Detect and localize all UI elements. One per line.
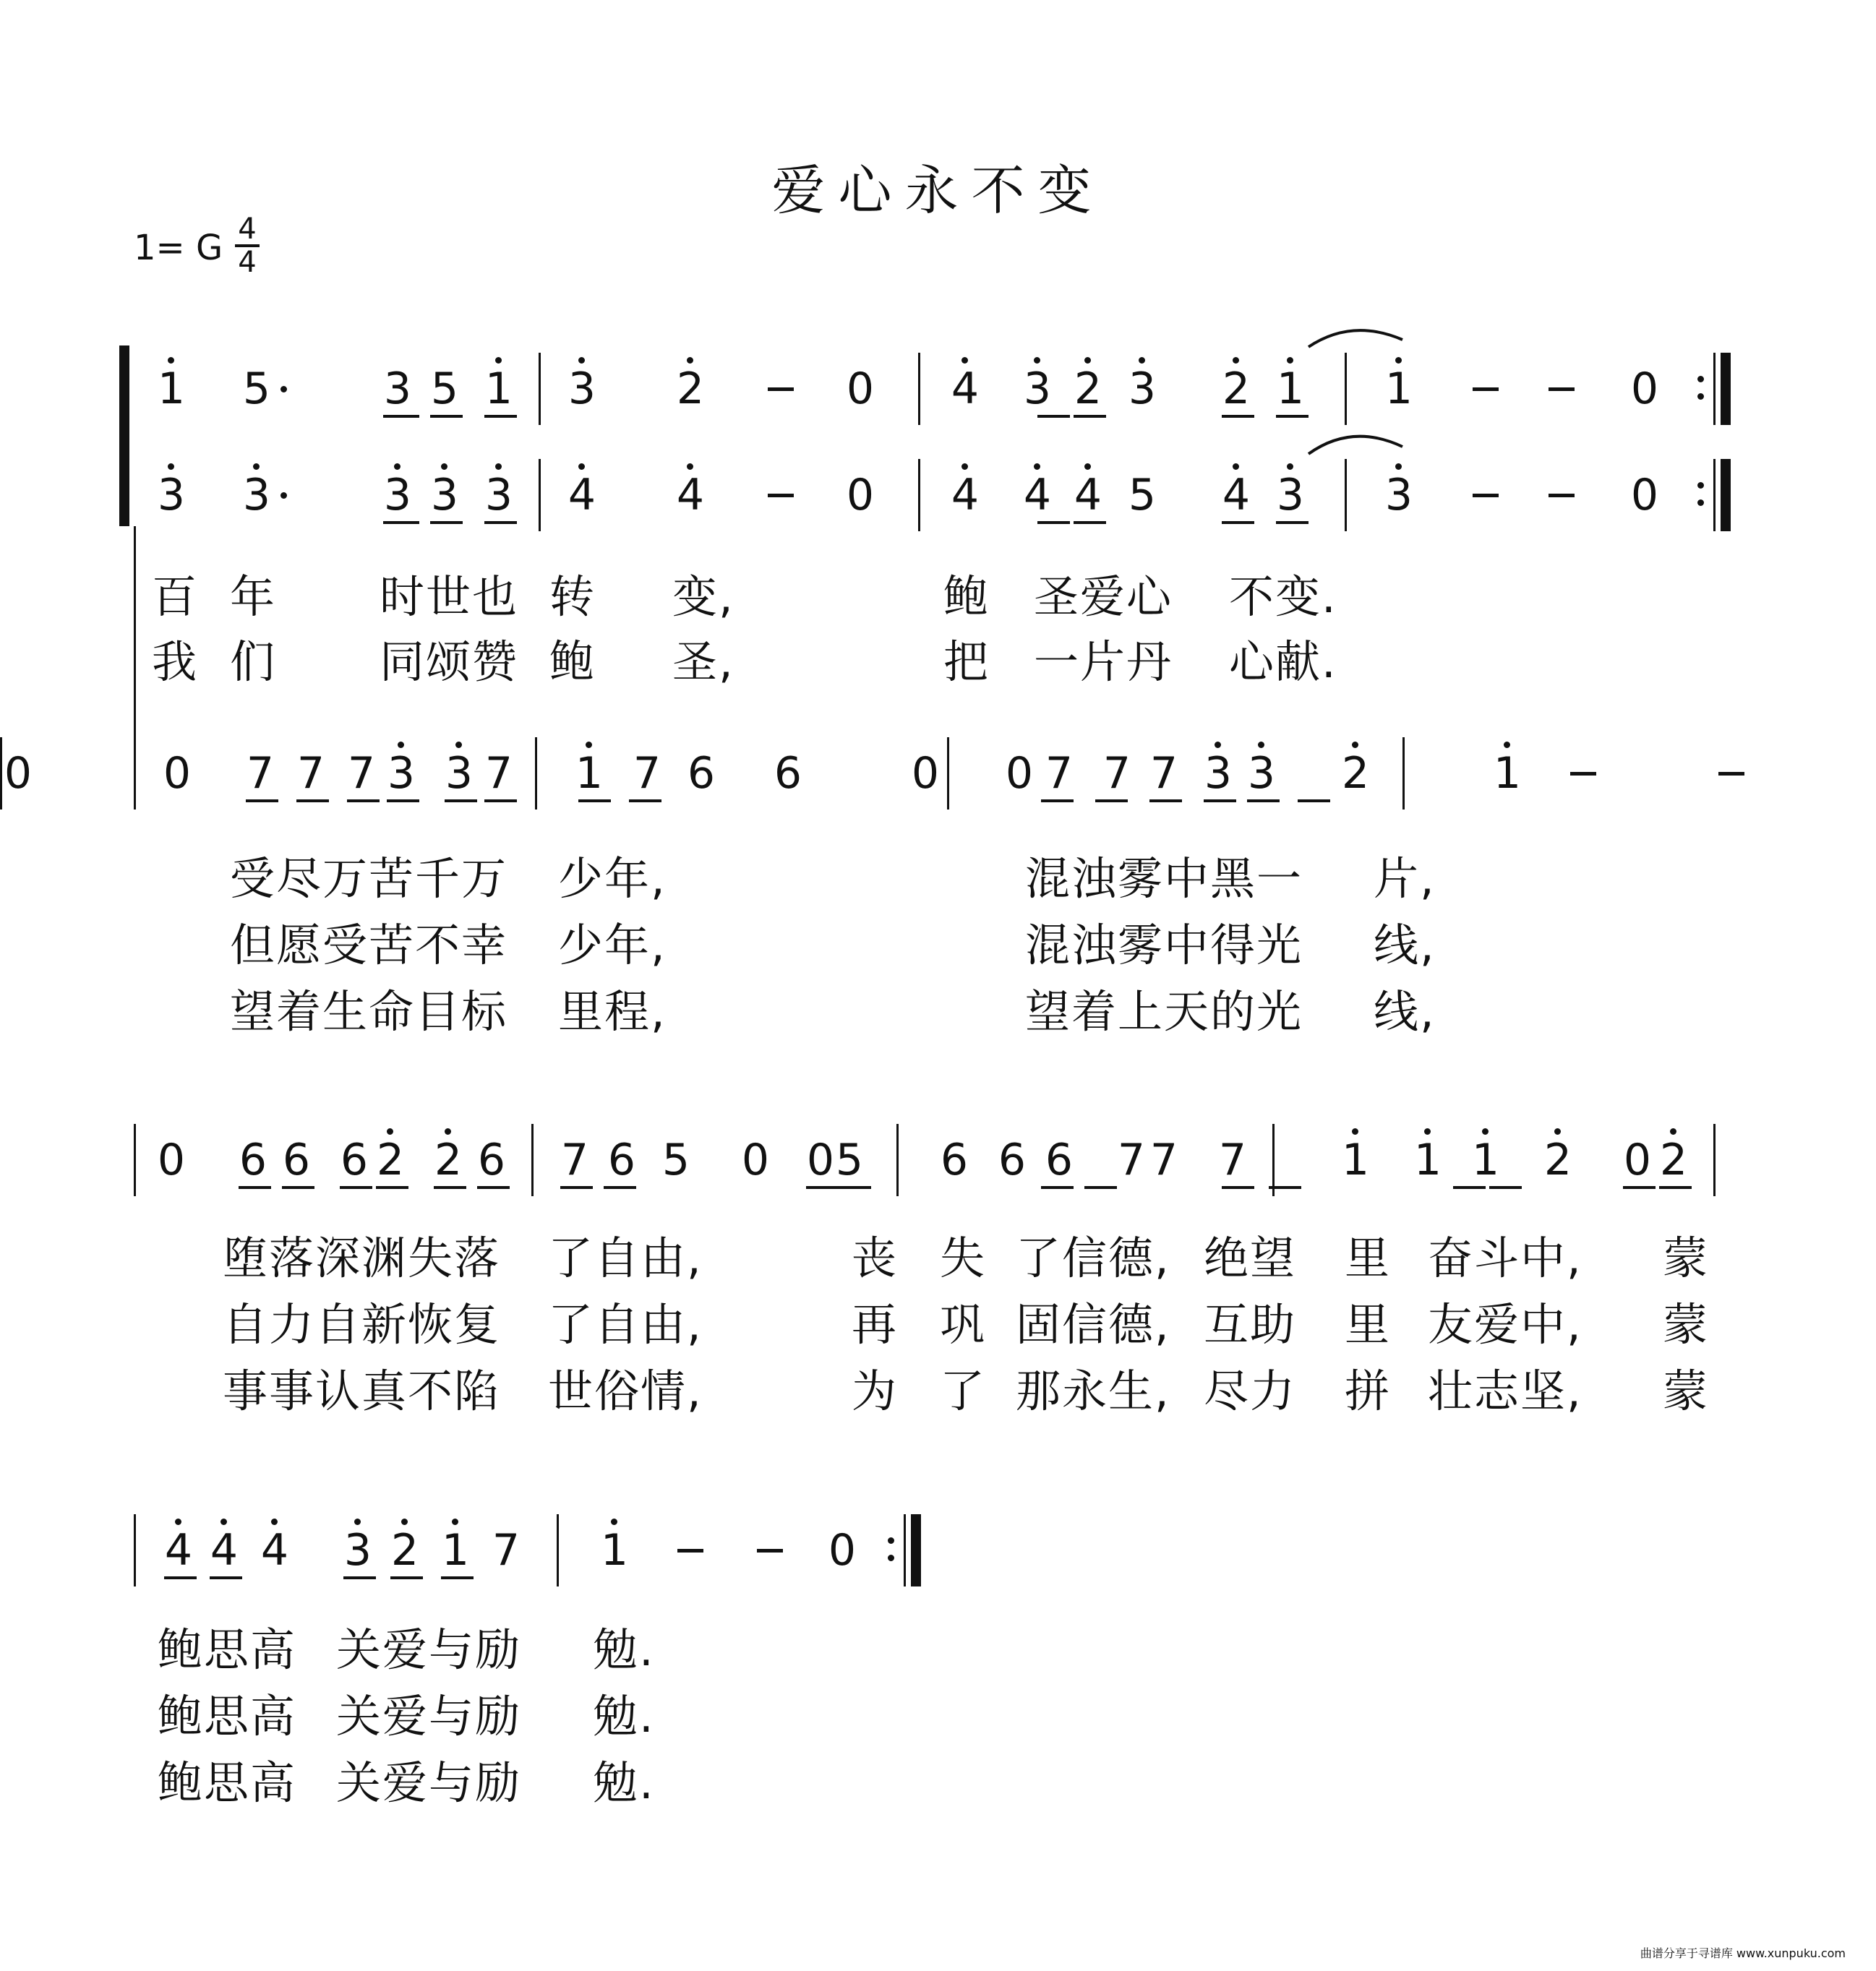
chorus-2-word: 了自由, xyxy=(548,1232,703,1284)
note: 7 xyxy=(1102,748,1131,799)
chorus-2-word: 那永生, xyxy=(1016,1365,1170,1417)
note: 6 xyxy=(998,1135,1027,1185)
octave-dot xyxy=(1482,1128,1489,1135)
octave-dot xyxy=(220,1519,227,1525)
octave-dot xyxy=(394,463,401,470)
dash-note xyxy=(1473,387,1499,391)
chorus-2-word: 了信德, xyxy=(1016,1232,1170,1284)
chorus-2-word: 再 xyxy=(852,1298,899,1351)
v2-word: 们 xyxy=(230,635,277,688)
beam-underline xyxy=(1041,1186,1074,1189)
note: 2 xyxy=(1543,1135,1572,1185)
note: 7 xyxy=(484,748,513,799)
note: 1 xyxy=(1384,364,1413,414)
chorus-2-word: 世俗情, xyxy=(548,1365,703,1417)
note: 0 xyxy=(1630,364,1659,414)
beam-underline xyxy=(347,799,380,802)
beam-underline xyxy=(1037,521,1070,524)
note: 4 xyxy=(567,470,596,520)
ending-word: 关爱与励 xyxy=(336,1756,522,1809)
chorus-2-word: 失 xyxy=(940,1232,987,1284)
dash-note xyxy=(1549,387,1575,391)
note: 2 xyxy=(1074,364,1102,414)
source-credit: 曲谱分享于寻谱库 www.xunpuku.com xyxy=(1640,1946,1846,1960)
chorus-1-line-1d: 片, xyxy=(1374,852,1436,905)
bar-line xyxy=(904,1514,906,1586)
bar-line xyxy=(1402,737,1405,810)
octave-dot xyxy=(455,742,462,748)
beam-underline xyxy=(1222,1186,1254,1189)
note: 6 xyxy=(1045,1135,1074,1185)
octave-dot xyxy=(1670,1128,1676,1135)
v1-word: 鲍 xyxy=(943,570,990,623)
chorus-2-word: 互助 xyxy=(1204,1298,1297,1351)
chorus-2-word: 友爱中, xyxy=(1428,1298,1582,1351)
note: 3 xyxy=(242,470,271,520)
chorus-1-line-2b: 少年, xyxy=(558,919,667,971)
ending-word: 勉. xyxy=(593,1623,655,1676)
note: 6 xyxy=(477,1135,506,1185)
note: 5 xyxy=(242,364,271,414)
note: 6 xyxy=(687,748,716,799)
beam-underline xyxy=(441,1576,474,1579)
beam-underline xyxy=(629,799,661,802)
chorus-1-line-3c: 望着上天的光 xyxy=(1025,985,1303,1038)
beam-underline xyxy=(1084,1186,1117,1189)
v1-word: 百 xyxy=(152,570,199,623)
dash-note xyxy=(1473,494,1499,497)
note: 6 xyxy=(340,1135,369,1185)
note: 3 xyxy=(157,470,186,520)
bar-line xyxy=(1713,1124,1716,1196)
final-bar xyxy=(1721,459,1731,531)
beam-underline xyxy=(1074,521,1106,524)
note: 1 xyxy=(1493,748,1522,799)
octave-dot xyxy=(1215,742,1221,748)
bar-line xyxy=(134,1514,136,1586)
octave-dot xyxy=(401,1519,408,1525)
beam-underline xyxy=(434,1186,466,1189)
note: 7 xyxy=(296,748,325,799)
ending-word: 关爱与励 xyxy=(336,1690,522,1743)
octave-dot xyxy=(1424,1128,1431,1135)
v2-word: 鲍 xyxy=(549,635,596,688)
note: 7 xyxy=(633,748,661,799)
beam-underline xyxy=(1222,415,1254,418)
bar-line xyxy=(531,1124,534,1196)
chorus-2-word: 绝望 xyxy=(1204,1232,1297,1284)
v2-word: 同颂赞 xyxy=(380,635,519,688)
bar-line xyxy=(134,737,136,810)
tie-arc xyxy=(1309,330,1402,347)
bar-line xyxy=(918,459,920,531)
chorus-2-word: 尽力 xyxy=(1204,1365,1297,1417)
chorus-1-line-3a: 望着生命目标 xyxy=(230,985,508,1038)
v1-word: 不变. xyxy=(1229,570,1337,623)
note: 3 xyxy=(387,748,416,799)
note: 3 xyxy=(1204,748,1233,799)
system-bracket xyxy=(119,345,129,526)
bar-line xyxy=(1345,459,1347,531)
chorus-2-word: 为 xyxy=(852,1365,899,1417)
bar-line xyxy=(535,737,537,810)
chorus-1-line-1a: 受尽万苦千万 xyxy=(230,852,508,905)
note: 3 xyxy=(1276,470,1305,520)
ending-word: 勉. xyxy=(593,1756,655,1809)
beam-underline xyxy=(1074,415,1106,418)
note: 7 xyxy=(246,748,275,799)
octave-dot xyxy=(1084,463,1091,470)
ending-word: 鲍思高 xyxy=(158,1623,297,1676)
octave-dot xyxy=(1287,463,1293,470)
note: 6 xyxy=(607,1135,636,1185)
repeat-dot xyxy=(1697,376,1704,382)
octave-dot xyxy=(168,357,174,364)
ending-word: 勉. xyxy=(593,1690,655,1743)
bar-line xyxy=(918,353,920,425)
note: 2 xyxy=(434,1135,463,1185)
ending-word: 关爱与励 xyxy=(336,1623,522,1676)
note: 3 xyxy=(343,1525,372,1576)
note: 6 xyxy=(774,748,802,799)
beam-underline xyxy=(1298,799,1330,802)
song-title: 爱心永不变 xyxy=(771,160,1105,222)
chorus-2-word: 蒙 xyxy=(1663,1232,1710,1284)
dash-note xyxy=(1718,772,1744,776)
chorus-2-word: 了自由, xyxy=(548,1298,703,1351)
note: 3 xyxy=(484,470,513,520)
octave-dot xyxy=(271,1519,278,1525)
chorus-2-word: 蒙 xyxy=(1663,1298,1710,1351)
note: 1 xyxy=(575,748,604,799)
time-signature-bottom: 4 xyxy=(238,246,257,279)
repeat-dot xyxy=(1697,393,1704,400)
note: 0 xyxy=(741,1135,770,1185)
octave-dot xyxy=(452,1519,458,1525)
beam-underline xyxy=(1276,521,1309,524)
note: 4 xyxy=(951,364,980,414)
chorus-2-word: 自力自新恢复 xyxy=(223,1298,501,1351)
note: 3 xyxy=(567,364,596,414)
beam-underline xyxy=(296,799,329,802)
note: 1 xyxy=(1341,1135,1370,1185)
octave-dot xyxy=(586,742,592,748)
note: 6 xyxy=(940,1135,969,1185)
beam-underline xyxy=(484,415,517,418)
chorus-1-line-2d: 线, xyxy=(1374,919,1436,971)
octave-dot xyxy=(1352,1128,1358,1135)
beam-underline xyxy=(1041,799,1074,802)
v2-word: 我 xyxy=(152,635,199,688)
bar-line xyxy=(539,459,541,531)
bar-line xyxy=(1713,459,1716,531)
note: 2 xyxy=(1659,1135,1688,1185)
beam-underline xyxy=(1247,799,1280,802)
augmentation-dot xyxy=(280,386,287,392)
bar-line xyxy=(134,1124,136,1196)
beam-underline xyxy=(1222,521,1254,524)
octave-dot xyxy=(961,357,968,364)
bar-line xyxy=(947,737,949,810)
octave-dot xyxy=(1233,357,1239,364)
note: 3 xyxy=(1384,470,1413,520)
chorus-2-word: 奋斗中, xyxy=(1428,1232,1582,1284)
dash-note xyxy=(1549,494,1575,497)
final-bar xyxy=(911,1514,921,1586)
note: 3 xyxy=(445,748,474,799)
note: 5 xyxy=(430,364,459,414)
octave-dot xyxy=(398,742,404,748)
chorus-2-word: 拼 xyxy=(1345,1365,1392,1417)
beam-underline xyxy=(1623,1186,1656,1189)
note: 3 xyxy=(1247,748,1276,799)
note: 0 xyxy=(846,470,875,520)
beam-underline xyxy=(430,521,463,524)
note: 4 xyxy=(164,1525,193,1576)
beam-underline xyxy=(164,1576,197,1579)
note: 5 xyxy=(661,1135,690,1185)
beam-underline xyxy=(387,799,419,802)
beam-underline xyxy=(484,799,517,802)
octave-dot xyxy=(175,1519,181,1525)
note: 4 xyxy=(676,470,705,520)
tie-arc xyxy=(1309,437,1402,454)
ending-word: 鲍思高 xyxy=(158,1690,297,1743)
note: 4 xyxy=(1023,470,1052,520)
ending-word: 鲍思高 xyxy=(158,1756,297,1809)
repeat-dot xyxy=(888,1537,894,1544)
v1-word: 年 xyxy=(230,570,277,623)
note: 2 xyxy=(376,1135,405,1185)
chorus-2-word: 了 xyxy=(940,1365,987,1417)
note: 1 xyxy=(1276,364,1305,414)
note: 1 xyxy=(484,364,513,414)
chorus-2-word: 蒙 xyxy=(1663,1365,1710,1417)
chorus-2-word: 固信德, xyxy=(1016,1298,1170,1351)
beam-underline xyxy=(1149,799,1182,802)
bar-line xyxy=(896,1124,899,1196)
note: 4 xyxy=(260,1525,289,1576)
note: 0 xyxy=(1005,748,1034,799)
chorus-2-word: 事事认真不陷 xyxy=(223,1365,501,1417)
note: 0 xyxy=(846,364,875,414)
note: 7 xyxy=(347,748,376,799)
chorus-2-word: 里 xyxy=(1345,1298,1392,1351)
octave-dot xyxy=(578,463,585,470)
note: 3 xyxy=(1023,364,1052,414)
note: 0 xyxy=(163,748,192,799)
beam-underline xyxy=(560,1186,593,1189)
note: 1 xyxy=(600,1525,629,1576)
bar-line xyxy=(539,353,541,425)
dash-note xyxy=(677,1549,703,1553)
beam-underline xyxy=(1037,415,1070,418)
beam-underline xyxy=(1453,1186,1486,1189)
beam-underline xyxy=(340,1186,372,1189)
v1-word: 圣爱心 xyxy=(1034,570,1173,623)
chorus-2-word: 堕落深渊失落 xyxy=(223,1232,501,1284)
note: 2 xyxy=(1222,364,1251,414)
octave-dot xyxy=(687,463,693,470)
note: 0 xyxy=(157,1135,186,1185)
beam-underline xyxy=(343,1576,376,1579)
octave-dot xyxy=(1504,742,1510,748)
octave-dot xyxy=(1554,1128,1561,1135)
note: 4 xyxy=(1222,470,1251,520)
note: 2 xyxy=(390,1525,419,1576)
note: 5 xyxy=(835,1135,864,1185)
octave-dot xyxy=(1287,357,1293,364)
octave-dot xyxy=(1258,742,1264,748)
chorus-1-line-1b: 少年, xyxy=(558,852,667,905)
beam-underline xyxy=(1095,799,1128,802)
beam-underline xyxy=(604,1186,636,1189)
bar-line xyxy=(557,1514,559,1586)
note: 1 xyxy=(1471,1135,1500,1185)
beam-underline xyxy=(390,1576,423,1579)
chorus-1-line-3b: 里程, xyxy=(558,985,667,1038)
note: 0 xyxy=(806,1135,835,1185)
octave-dot xyxy=(1395,463,1402,470)
beam-underline xyxy=(239,1186,271,1189)
note: 3 xyxy=(383,364,412,414)
final-bar xyxy=(1721,353,1731,425)
beam-underline xyxy=(383,415,419,418)
octave-dot xyxy=(1034,357,1040,364)
beam-underline xyxy=(477,1186,510,1189)
chorus-2-word: 丧 xyxy=(852,1232,899,1284)
note: 4 xyxy=(951,470,980,520)
note: 4 xyxy=(210,1525,239,1576)
note: 3 xyxy=(430,470,459,520)
note: 1 xyxy=(1413,1135,1442,1185)
octave-dot xyxy=(1084,357,1091,364)
chorus-1-line-1c: 混浊雾中黑一 xyxy=(1025,852,1303,905)
beam-underline xyxy=(383,521,419,524)
time-signature xyxy=(235,212,260,279)
beam-underline xyxy=(376,1186,408,1189)
note: 0 xyxy=(1630,470,1659,520)
note: 0 xyxy=(911,748,940,799)
repeat-dot xyxy=(1697,499,1704,506)
beam-underline xyxy=(1489,1186,1522,1189)
augmentation-dot xyxy=(280,492,287,499)
v1-word: 时世也 xyxy=(380,570,519,623)
octave-dot xyxy=(445,1128,451,1135)
octave-dot xyxy=(578,357,585,364)
octave-dot xyxy=(1395,357,1402,364)
octave-dot xyxy=(1034,463,1040,470)
note: 0 xyxy=(4,748,33,799)
key-signature: 1= G xyxy=(134,228,223,268)
beam-underline xyxy=(210,1576,242,1579)
beam-underline xyxy=(484,521,517,524)
note: 7 xyxy=(1218,1135,1247,1185)
beam-underline xyxy=(1659,1186,1692,1189)
beam-underline xyxy=(445,799,477,802)
octave-dot xyxy=(961,463,968,470)
octave-dot xyxy=(1139,357,1145,364)
chorus-2-word: 壮志坚, xyxy=(1428,1365,1582,1417)
beam-underline xyxy=(578,799,611,802)
dash-note xyxy=(1570,772,1596,776)
octave-dot xyxy=(687,357,693,364)
beam-underline xyxy=(246,799,278,802)
bar-line xyxy=(1272,1124,1275,1196)
note: 6 xyxy=(282,1135,311,1185)
chorus-2-word: 巩 xyxy=(940,1298,987,1351)
dash-note xyxy=(768,494,794,497)
note: 7 xyxy=(492,1525,521,1576)
bar-line xyxy=(1713,353,1716,425)
chorus-2-word: 里 xyxy=(1345,1232,1392,1284)
dash-note xyxy=(757,1549,783,1553)
octave-dot xyxy=(354,1519,361,1525)
repeat-dot xyxy=(1697,482,1704,489)
note: 0 xyxy=(828,1525,857,1576)
v2-word: 一片丹 xyxy=(1034,635,1173,688)
note: 1 xyxy=(441,1525,470,1576)
octave-dot xyxy=(253,463,260,470)
beam-underline xyxy=(282,1186,314,1189)
chorus-1-line-2a: 但愿受苦不幸 xyxy=(230,919,508,971)
note: 1 xyxy=(157,364,186,414)
note: 3 xyxy=(1128,364,1157,414)
note: 7 xyxy=(1117,1135,1146,1185)
octave-dot xyxy=(168,463,174,470)
note: 7 xyxy=(1149,1135,1178,1185)
beam-underline xyxy=(839,1186,871,1189)
octave-dot xyxy=(1233,463,1239,470)
octave-dot xyxy=(495,357,502,364)
note: 5 xyxy=(1128,470,1157,520)
note: 0 xyxy=(1623,1135,1652,1185)
dash-note xyxy=(768,387,794,391)
v2-word: 圣, xyxy=(672,635,734,688)
bar-line xyxy=(1345,353,1347,425)
note: 6 xyxy=(239,1135,267,1185)
beam-underline xyxy=(1269,1186,1301,1189)
note: 3 xyxy=(383,470,412,520)
v1-word: 转 xyxy=(549,570,596,623)
v2-word: 把 xyxy=(943,635,990,688)
note: 7 xyxy=(1045,748,1074,799)
beam-underline xyxy=(430,415,463,418)
note: 7 xyxy=(1149,748,1178,799)
beam-underline xyxy=(806,1186,839,1189)
beam-underline xyxy=(1204,799,1236,802)
note: 4 xyxy=(1074,470,1102,520)
octave-dot xyxy=(441,463,447,470)
beam-underline xyxy=(1276,415,1309,418)
octave-dot xyxy=(611,1519,617,1525)
bar-line xyxy=(0,737,2,810)
v2-word: 心献. xyxy=(1229,635,1337,688)
octave-dot xyxy=(1352,742,1358,748)
chorus-1-line-3d: 线, xyxy=(1374,985,1436,1038)
octave-dot xyxy=(495,463,502,470)
chorus-1-line-2c: 混浊雾中得光 xyxy=(1025,919,1303,971)
octave-dot xyxy=(387,1128,393,1135)
note: 7 xyxy=(560,1135,589,1185)
note: 2 xyxy=(1341,748,1370,799)
time-signature-top: 4 xyxy=(238,212,257,246)
repeat-dot xyxy=(888,1555,894,1561)
note: 2 xyxy=(676,364,705,414)
v1-word: 变, xyxy=(672,570,734,623)
